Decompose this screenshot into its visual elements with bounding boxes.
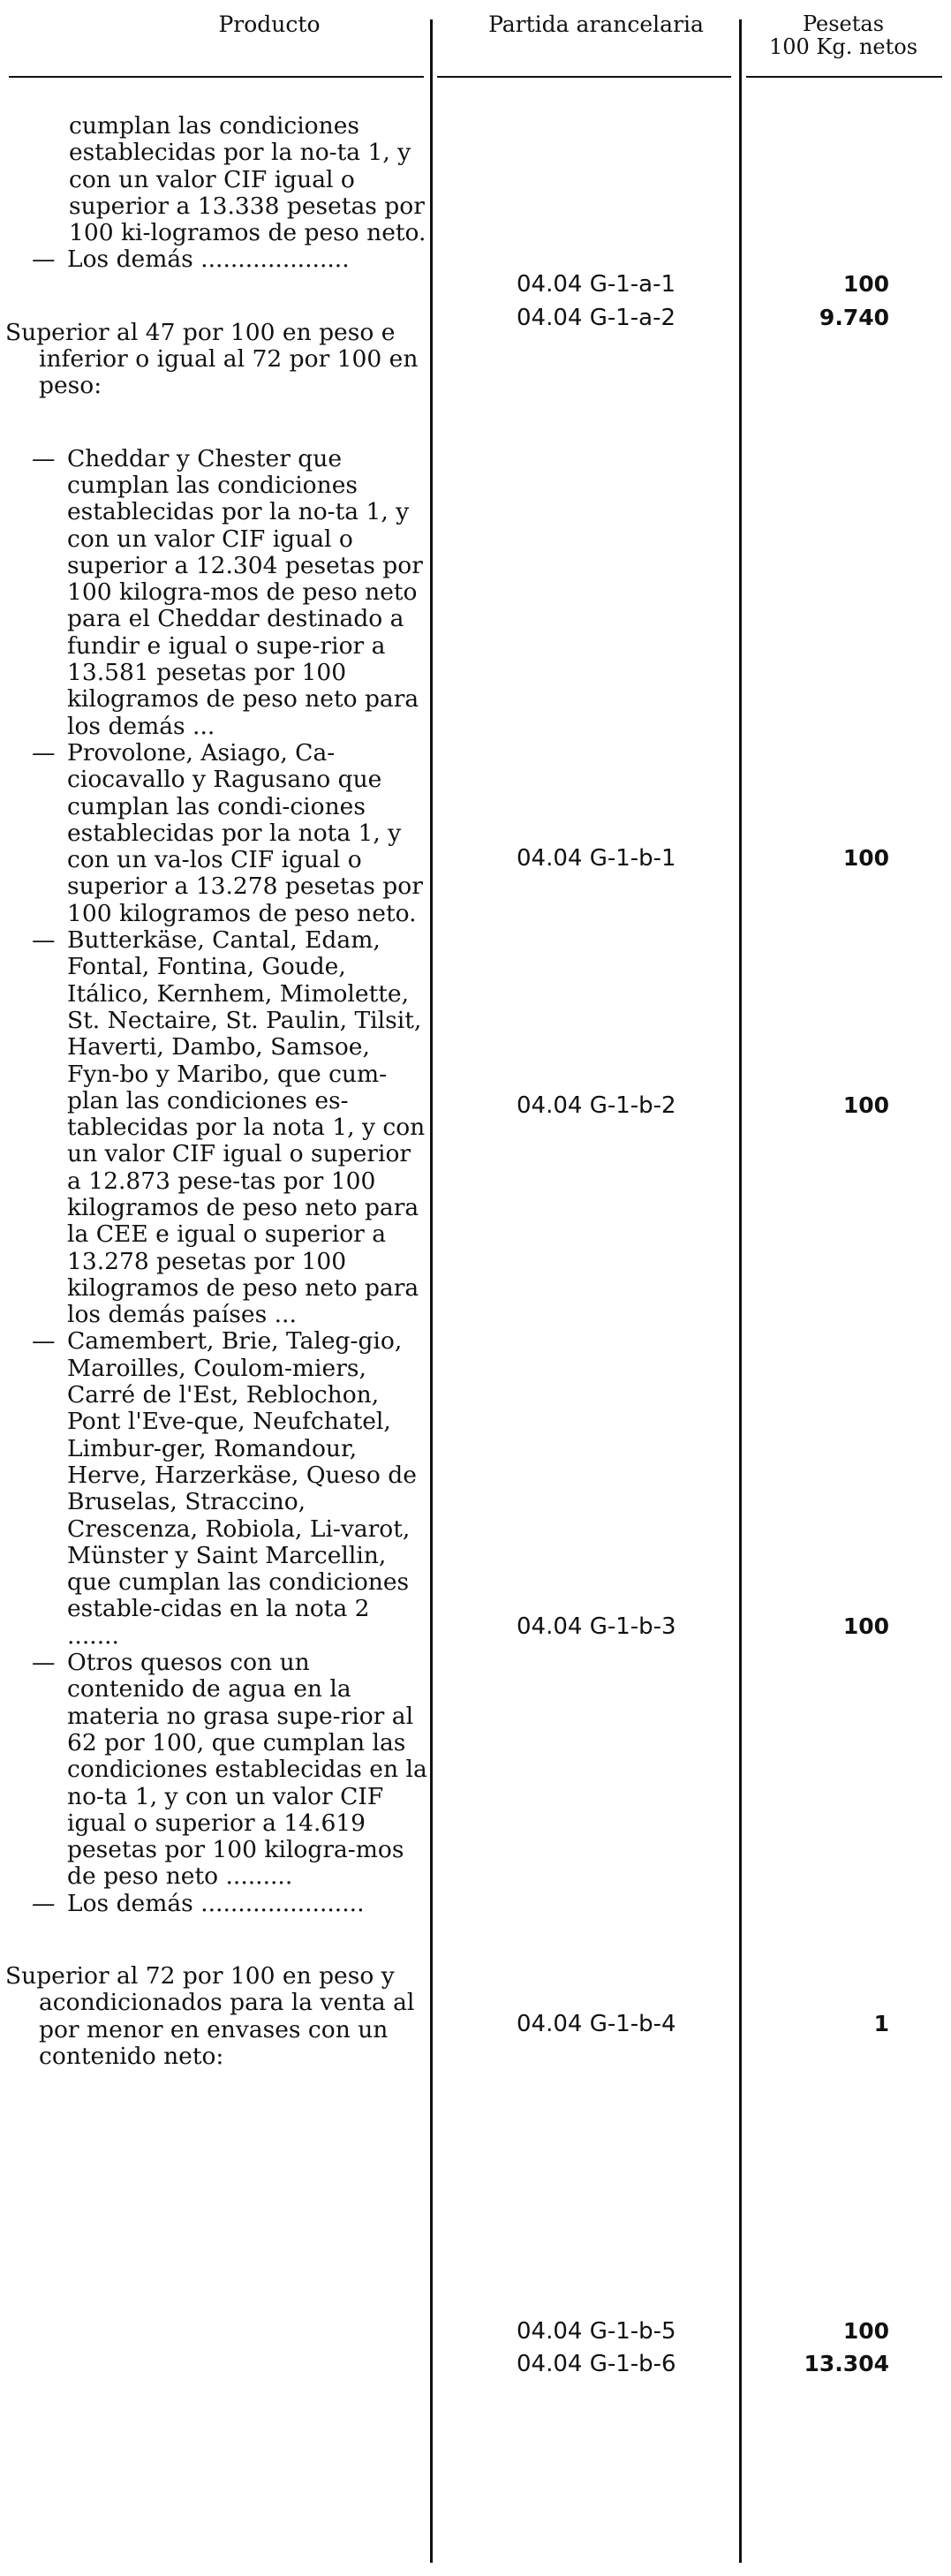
dash-marker: — [32,1649,56,1677]
item-butterkase [0,927,427,1328]
tariff-code: 04.04 G-1-a-2 [517,305,676,331]
header-pesetas [742,12,945,58]
continued-text: cumplan las condiciones establecidas por la no-ta 1, y con un valor CIF igual o superior a 13.338 pesetas por 100 ki-logramos de peso neto. [69,112,426,247]
item-text: Los demás .................... [67,246,350,274]
spacer [0,1917,427,1963]
header-producto: Producto [218,11,321,37]
item-otros-quesos [0,1650,427,1891]
dash-marker: — [32,926,56,955]
item-provolone [0,740,427,927]
header-pesetas-line1: Pesetas [802,11,885,36]
dash-marker: — [32,1327,56,1356]
item-text: Camembert, Brie, Taleg-gio, Maroilles, Coulom-miers, Carré de l'Est, Reblochon, Pont l'Eve-que, Neufchatel, Limbur-ger, Romandour, Herve, Harzerkäse, Queso de Bruselas, Straccino, Crescenza, Robiola, Li-varot, Münster y Saint Marcellin, que cumplan las condiciones estable-cidas en la nota 2 ....... [67,1327,417,1650]
dash-marker: — [32,246,56,274]
spacer [0,274,427,320]
section-intro-72: Superior al 72 por 100 en peso y acondicionados para la venta al por menor en envases con un contenido neto: [5,1962,415,2070]
section-intro-47-72: Superior al 47 por 100 en peso e inferior o igual al 72 por 100 en peso: [5,318,419,400]
header-partida-arancelaria: Partida arancelaria [488,11,704,37]
tariff-value: 100 [842,1092,889,1118]
header-pesetas-line2: 100 Kg. netos [768,34,918,59]
dash-marker: — [32,1889,56,1917]
tariff-value: 100 [842,2318,889,2344]
dash-marker: — [32,444,56,472]
product-column [0,113,427,2070]
item-camembert [0,1328,427,1650]
column-divider-2 [739,19,742,2563]
dash-marker: — [32,738,56,767]
tariff-value: 100 [842,1613,889,1639]
tariff-value: 13.304 [804,2351,889,2376]
header-rule-3 [746,76,942,78]
tariff-code: 04.04 G-1-b-5 [517,2318,676,2345]
item-cheddar-chester [0,446,427,740]
tariff-code: 04.04 G-1-b-6 [517,2351,676,2377]
spacer [0,400,427,446]
tariff-code: 04.04 G-1-b-2 [517,1092,676,1119]
item-los-demas-b [0,1891,427,1917]
tariff-code: 04.04 G-1-b-1 [517,845,676,872]
tariff-value: 100 [842,271,889,297]
tariff-value: 1 [873,2011,889,2036]
tariff-value: 9.740 [819,305,889,330]
tariff-code: 04.04 G-1-b-3 [517,1613,676,1640]
tariff-value: 100 [842,845,889,871]
header-rule-2 [437,76,731,78]
tariff-code: 04.04 G-1-a-1 [517,271,676,298]
tariff-code: 04.04 G-1-b-4 [517,2011,676,2037]
item-text: Otros quesos con un contenido de agua en la materia no grasa supe-rior al 62 por 100, que cumplan las condiciones establecidas en la no-ta 1, y con un valor CIF igual o superior a 14.619 pesetas por 100 kilogra-mos de peso neto ......... [67,1649,427,1891]
item-text: Butterkäse, Cantal, Edam, Fontal, Fontina, Goude, Itálico, Kernhem, Mimolette, St. Nectaire, St. Paulin, Tilsit, Haverti, Dambo, Samsoe, Fyn-bo y Maribo, que cum-plan las condiciones es-tablecidas por la nota 1, y con un valor CIF igual o superior a 12.873 pese-tas por 100 kilogramos de peso neto para la CEE e igual o superior a 13.278 pesetas por 100 kilogramos de peso neto para los demás países ... [67,926,426,1329]
item-los-demas-a [0,246,427,273]
item-text: Cheddar y Chester que cumplan las condiciones establecidas por la no-ta 1, y con un valor CIF igual o superior a 12.304 pesetas por 100 kilogra-mos de peso neto para el Cheddar destinado a fundir e igual o supe-rior a 13.581 pesetas por 100 kilogramos de peso neto para los demás ... [67,444,423,740]
item-text: Provolone, Asiago, Ca-ciocavallo y Ragusano que cumplan las condi-ciones establecidas por la nota 1, y con un va-los CIF igual o superior a 13.278 pesetas por 100 kilogramos de peso neto. [67,738,423,927]
item-text: Los demás ...................... [67,1889,365,1917]
column-divider-1 [430,19,433,2563]
header-rule-1 [9,76,424,78]
